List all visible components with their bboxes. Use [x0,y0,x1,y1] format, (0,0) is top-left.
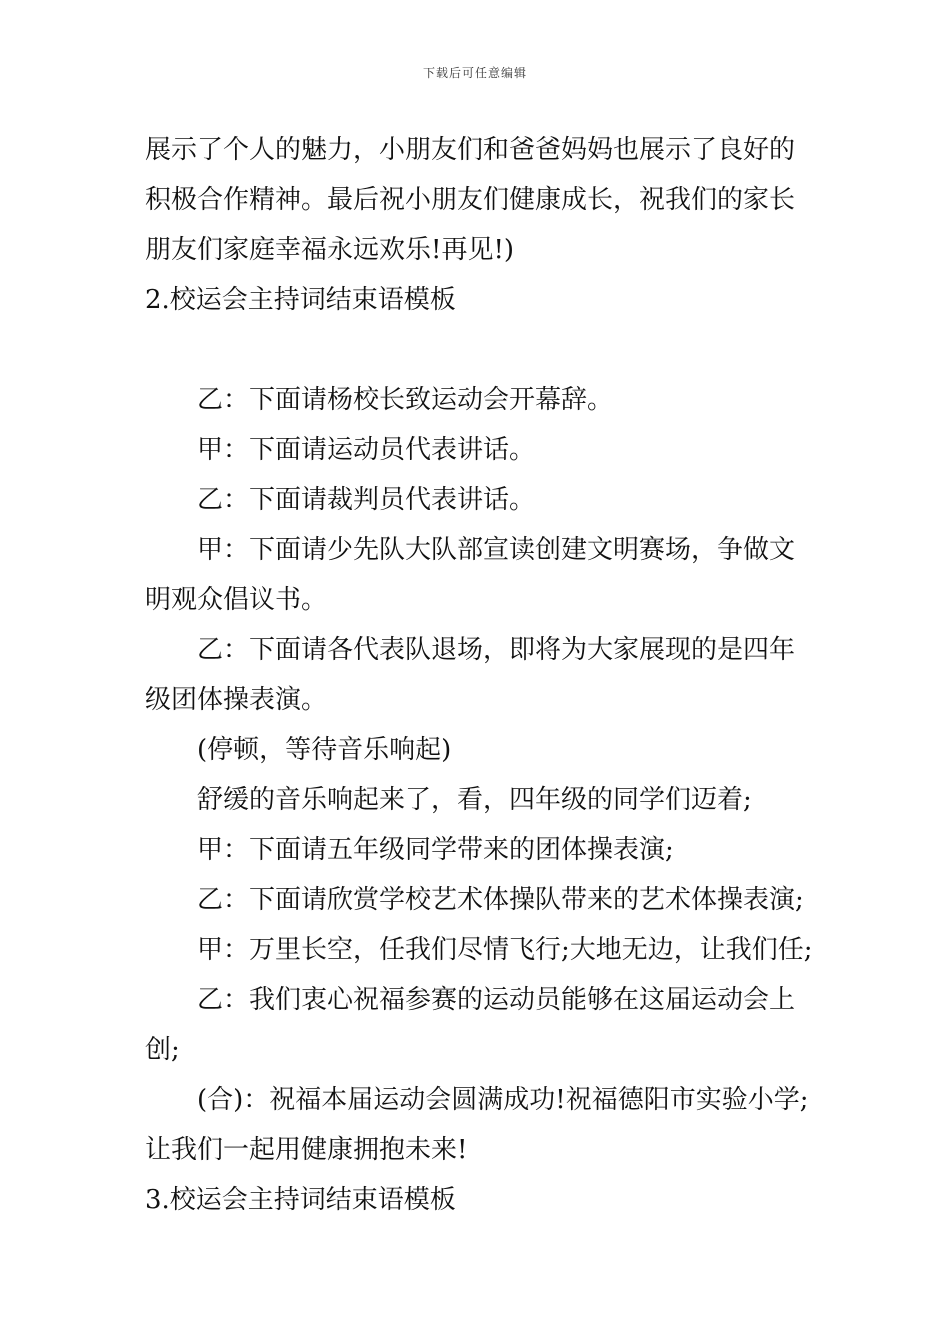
paragraph-line: 乙：我们衷心祝福参赛的运动员能够在这届运动会上 [197,985,796,1015]
paragraph-line: 明观众倡议书。 [145,585,328,615]
paragraph-line: 甲：下面请运动员代表讲话。 [197,435,536,465]
paragraph-line: 乙：下面请欣赏学校艺术体操队带来的艺术体操表演; [197,885,804,915]
paragraph-line: 级团体操表演。 [145,685,328,715]
paragraph-line: (合)：祝福本届运动会圆满成功!祝福德阳市实验小学; [197,1085,809,1115]
paragraph-line: 舒缓的音乐响起来了，看，四年级的同学们迈着; [197,785,752,815]
paragraph-line: 让我们一起用健康拥抱未来! [145,1135,468,1165]
page-header: 下载后可任意编辑 [422,66,527,80]
paragraph-line: 创; [145,1035,180,1065]
paragraph-line: 乙：下面请杨校长致运动会开幕辞。 [197,385,614,415]
paragraph-line: 甲：下面请少先队大队部宣读创建文明赛场，争做文 [197,535,796,565]
paragraph-line: 甲：万里长空，任我们尽情飞行;大地无边，让我们任; [197,935,813,965]
blank-line [145,325,810,375]
section-heading: 3.校运会主持词结束语模板 [145,1185,456,1215]
paragraph-line: 乙：下面请裁判员代表讲话。 [197,485,536,515]
paragraph-line: 积极合作精神。最后祝小朋友们健康成长，祝我们的家长 [145,185,796,215]
paragraph-line: 乙：下面请各代表队退场，即将为大家展现的是四年 [197,635,796,665]
section-heading: 2.校运会主持词结束语模板 [145,285,456,315]
paragraph-line: 甲：下面请五年级同学带来的团体操表演; [197,835,674,865]
paragraph-line: 朋友们家庭幸福永远欢乐!再见!) [145,235,515,265]
paragraph-line: 展示了个人的魅力，小朋友们和爸爸妈妈也展示了良好的 [145,135,796,165]
document-body [145,125,813,1225]
paragraph-line: (停顿，等待音乐响起) [197,735,452,765]
